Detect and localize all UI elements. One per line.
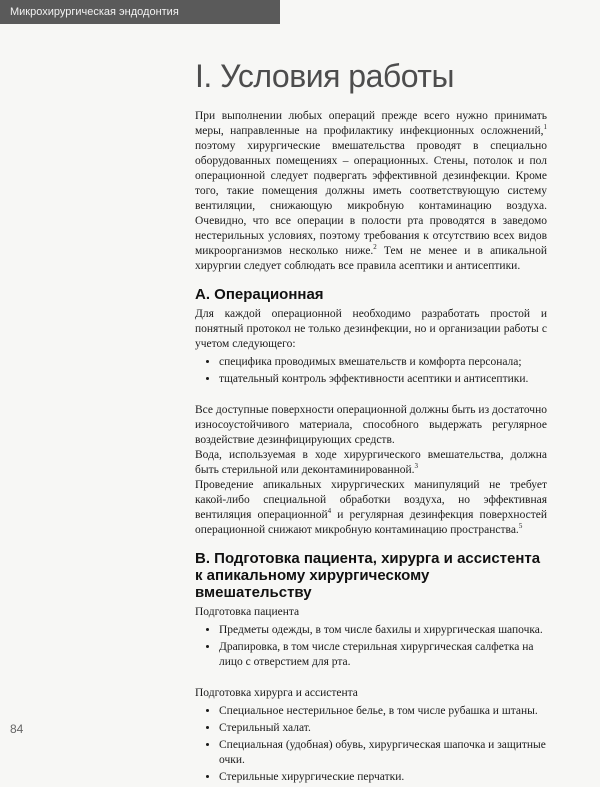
list-item: • Стерильный халат. <box>219 721 547 736</box>
list-item: • Специальная (удобная) обувь, хирургическая шапочка и защитные очки. <box>219 738 547 768</box>
page-content <box>195 58 547 787</box>
intro-text-1: При выполнении любых операций прежде всего нужно принимать меры, направленные на профилактику инфекционных осложнений, <box>195 110 547 137</box>
section-a-paragraph: Для каждой операционной необходимо разработать простой и понятный протокол не только дезинфекции, но и организации работы с учетом следующего: <box>195 308 547 350</box>
list-item: • тщательный контроль эффективности асептики и антисептики. <box>219 372 547 387</box>
footnote-ref: 1 <box>543 123 547 132</box>
footnote-ref: 5 <box>518 522 523 531</box>
footnote-ref: 2 <box>373 243 377 252</box>
section-a-title: A. Операционная <box>195 286 324 303</box>
water-text: Вода, используемая в ходе хирургического вмешательства, должна быть стерильной или деконтаминированной. <box>195 449 547 476</box>
intro-paragraph <box>195 109 547 274</box>
list-item: • Драпировка, в том числе стерильная хирургическая салфетка на лицо с отверстием для рта. <box>219 640 547 670</box>
patient-prep-label: Подготовка пациента <box>195 606 300 618</box>
chapter-title: I. Условия работы <box>195 58 454 94</box>
surgeon-prep-label: Подготовка хирурга и ассистента <box>195 687 358 699</box>
ventilation-paragraph <box>195 478 547 538</box>
surgeon-prep-list <box>195 704 547 785</box>
surfaces-paragraph: Все доступные поверхности операционной должны быть из достаточно износоустойчивого материала, способного выдержать регулярное воздействие дезинфицирующих средств. <box>195 404 547 446</box>
list-item: • Предметы одежды, в том числе бахилы и хирургическая шапочка. <box>219 623 547 638</box>
page-number: 84 <box>10 722 24 736</box>
patient-prep-list <box>195 623 547 670</box>
list-item: • Специальное нестерильное белье, в том числе рубашка и штаны. <box>219 704 547 719</box>
intro-text-3: Тем не менее и в апикальной хирургии следует соблюдать все правила асептики и антисептики. <box>195 245 547 272</box>
footnote-ref: 3 <box>414 462 419 471</box>
list-item: • специфика проводимых вмешательств и комфорта персонала; <box>219 355 547 370</box>
section-b-title <box>195 550 547 601</box>
intro-text-2: поэтому хирургические вмешательства проводят в специально оборудованных помещениях – операционных. Стены, потолок и пол операционной следует подвергать эффективной дезинфекции. Кроме того, такие помещения должны иметь соответствующую систему вентиляции, снижающую микробную контаминацию воздуха. Очевидно, что все операции в полости рта проводятся в заведомо нестерильных условиях, поэтому требования к отсутствию всех видов микроорганизмов несколько ниже. <box>195 140 547 257</box>
footnote-ref: 4 <box>327 507 332 516</box>
ventilation-text-1: Проведение апикальных хирургических манипуляций не требует какой-либо специальной обработки воздуха, но эффективная вентиляция операционной <box>195 479 547 521</box>
section-a-list <box>195 355 547 387</box>
section-b-title-line1: B. Подготовка пациента, хирурга и ассистента <box>195 550 541 567</box>
running-head: Микрохирургическая эндодонтия <box>0 0 280 24</box>
ventilation-text-2: и регулярная дезинфекция поверхностей операционной снижают микробную контаминацию пространства. <box>195 509 548 536</box>
water-paragraph <box>195 448 547 478</box>
section-b-title-line2: к апикальному хирургическому вмешательству <box>195 567 430 601</box>
list-item: • Стерильные хирургические перчатки. <box>219 770 547 785</box>
